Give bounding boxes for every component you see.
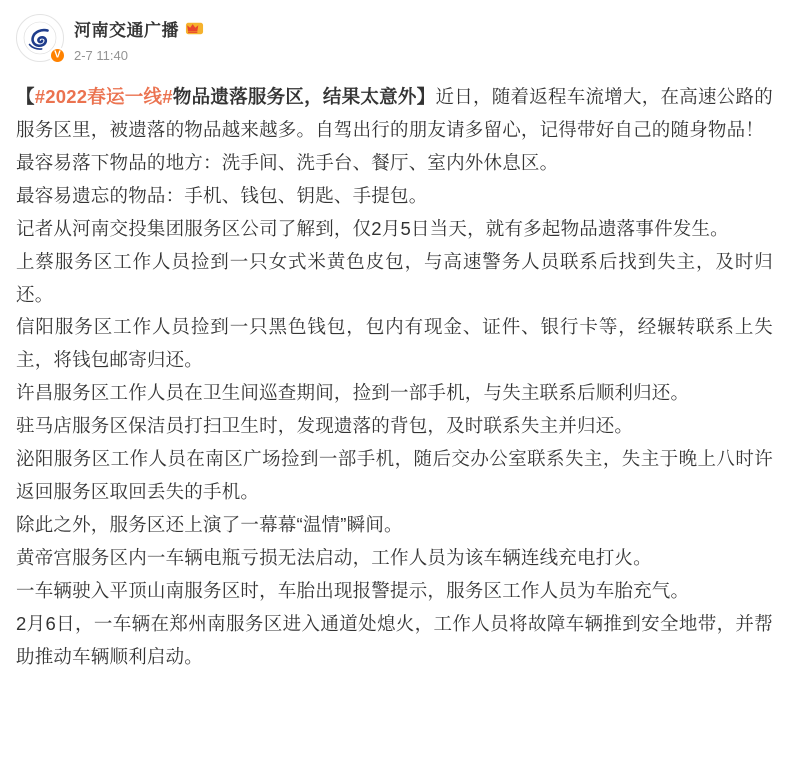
lead-body-text: 近日，随着返程车流增大，在高速公路的服务区里，被遗落的物品越来越多。自驾出行的朋友请多留心，记得带好自己的随身物品！ xyxy=(16,86,773,140)
post-paragraph: 最容易遗忘的物品：手机、钱包、钥匙、手提包。 xyxy=(16,184,428,206)
post-timestamp: 2-7 11:40 xyxy=(74,48,128,63)
hashtag-link[interactable]: #2022春运一线# xyxy=(34,86,173,107)
vip-crown-icon xyxy=(185,19,204,38)
lead-title-rest: 物品遗落服务区，结果太意外】 xyxy=(172,86,436,107)
badge-glyph: V xyxy=(54,49,61,60)
post-paragraph: 除此之外，服务区还上演了一幕幕“温情”瞬间。 xyxy=(16,513,403,535)
post-paragraph: 泌阳服务区工作人员在南区广场捡到一部手机，随后交办公室联系失主，失主于晚上八时许返回服务区取回丢失的手机。 xyxy=(16,448,773,503)
lead-bracket-open: 【 xyxy=(16,86,35,107)
post-paragraph: 最容易落下物品的地方：洗手间、洗手台、餐厅、室内外休息区。 xyxy=(16,151,559,173)
post-paragraph: 一车辆驶入平顶山南服务区时，车胎出现报警提示，服务区工作人员为车胎充气。 xyxy=(16,579,690,601)
orange-verified-badge-icon xyxy=(49,47,66,64)
author-name-row xyxy=(74,16,204,41)
post-lead-paragraph xyxy=(16,81,773,147)
post-paragraph: 驻马店服务区保洁员打扫卫生时，发现遗落的背包，及时联系失主并归还。 xyxy=(16,415,634,437)
post-paragraph: 黄帝宫服务区内一车辆电瓶亏损无法启动，工作人员为该车辆连线充电打火。 xyxy=(16,546,652,568)
post-paragraph: 上蔡服务区工作人员捡到一只女式米黄色皮包，与高速警务人员联系后找到失主，及时归还。 xyxy=(16,250,773,305)
post-header xyxy=(16,12,773,69)
post-paragraph: 记者从河南交投集团服务区公司了解到，仅2月5日当天，就有多起物品遗落事件发生。 xyxy=(16,217,729,239)
post-content xyxy=(16,81,773,674)
post-paragraph: 许昌服务区工作人员在卫生间巡查期间，捡到一部手机，与失主联系后顺利归还。 xyxy=(16,382,690,404)
avatar-wrapper[interactable] xyxy=(16,14,64,62)
post-paragraph: 信阳服务区工作人员捡到一只黑色钱包，包内有现金、证件、银行卡等，经辗转联系上失主，将钱包邮寄归还。 xyxy=(16,316,773,371)
author-name[interactable]: 河南交通广播 xyxy=(74,21,179,40)
author-info xyxy=(74,14,204,63)
post-paragraph: 2月6日，一车辆在郑州南服务区进入通道处熄火，工作人员将故障车辆推到安全地带，并帮助推动车辆顺利启动。 xyxy=(16,612,773,667)
